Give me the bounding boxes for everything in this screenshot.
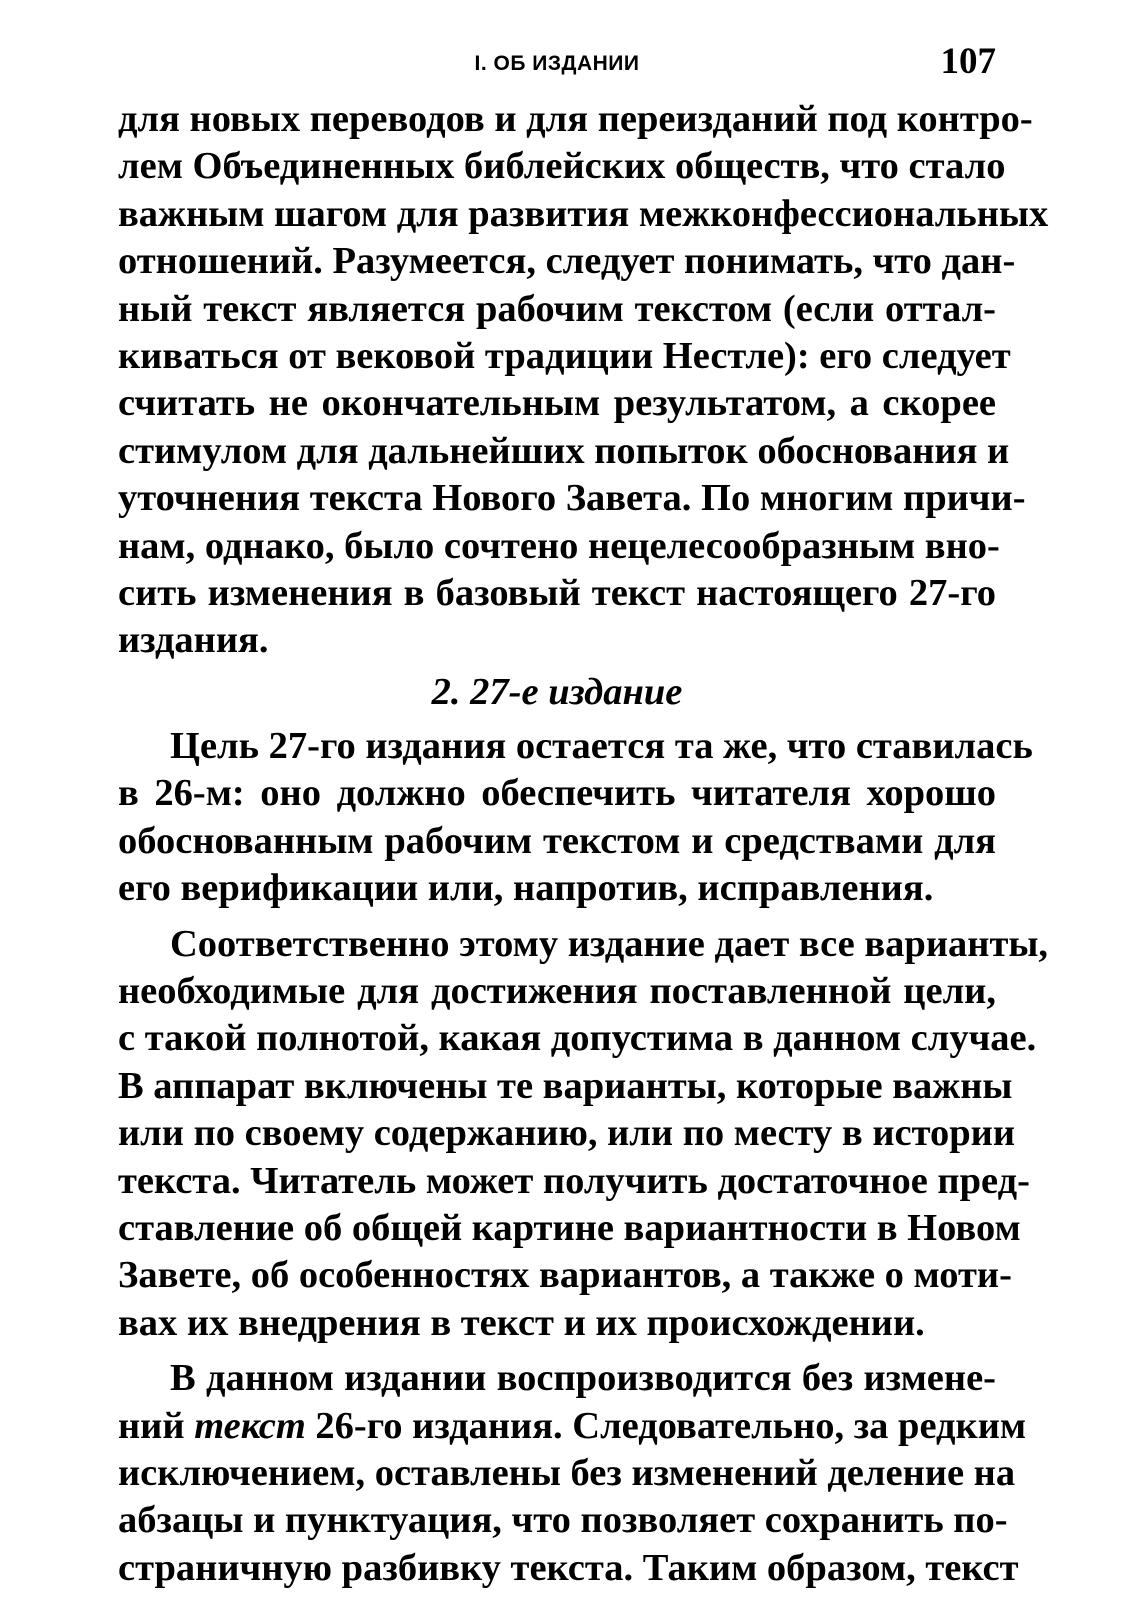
text-line: В данном издании воспроизводится без измене- — [170, 1357, 996, 1400]
text-line: стимулом для дальнейших попыток обоснования и — [118, 429, 1010, 472]
text-line: считать не окончательным результатом, а скорее — [118, 382, 996, 425]
text-line: уточнения текста Нового Завета. По многим причи- — [118, 477, 1026, 520]
text-line: страничную разбивку текста. Таким образом, текст — [118, 1546, 1019, 1589]
text-line: издания. — [118, 619, 269, 662]
text-line: Цель 27-го издания остается та же, что ставилась — [170, 724, 1033, 767]
text-line: абзацы и пунктуация, что позволяет сохранить по- — [118, 1499, 1008, 1542]
page-number: 107 — [940, 41, 996, 82]
paragraph-2 — [118, 723, 1033, 913]
text-line: важным шагом для развития межконфессиональных — [118, 192, 1049, 235]
text-line: обоснованным рабочим текстом и средствами для — [118, 819, 996, 862]
text-line: текста. Читатель может получить достаточное пред- — [118, 1159, 1030, 1202]
text-line-with-italic — [118, 1403, 1027, 1450]
book-page — [118, 40, 1049, 1592]
text-line: Соответственно этому издание дает все варианты, — [170, 922, 1049, 965]
paragraph-3 — [118, 921, 1049, 1348]
text-line: или по своему содержанию, или по месту в истории — [118, 1112, 1016, 1155]
running-header — [118, 40, 996, 96]
text-line: в 26-м: оно должно обеспечить читателя хорошо — [118, 772, 996, 815]
text-line: В аппарат включены те варианты, которые важны — [118, 1064, 1013, 1107]
text-line: исключением, оставлены без изменений деление на — [118, 1451, 1016, 1494]
paragraph-1 — [118, 96, 1049, 665]
section-heading: 2. 27-е издание — [431, 670, 683, 713]
paragraph-4 — [118, 1355, 1027, 1592]
italic-term: текст — [194, 1404, 306, 1447]
text-line: нам, однако, было сочтено нецелесообразным вно- — [118, 524, 1000, 567]
text-fragment: 26-го издания. Следовательно, за редким — [305, 1404, 1027, 1447]
text-fragment: ний — [118, 1404, 195, 1447]
text-line: Завете, об особенностях вариантов, а также о моти- — [118, 1254, 1012, 1297]
text-line: для новых переводов и для переизданий под контро- — [118, 98, 1033, 140]
text-line: вах их внедрения в текст и их происхождении. — [118, 1301, 925, 1344]
text-line: необходимые для достижения поставленной цели, — [118, 969, 996, 1012]
text-line: ный текст является рабочим текстом (если оттал- — [118, 287, 996, 330]
text-line: сить изменения в базовый текст настоящего 27-го — [118, 572, 996, 615]
running-title: I. ОБ ИЗДАНИИ — [474, 52, 640, 75]
text-line: лем Объединенных библейских обществ, что стало — [118, 145, 1006, 188]
text-line: с такой полнотой, какая допустима в данном случае. — [118, 1017, 1037, 1060]
text-line: отношений. Разумеется, следует понимать, что дан- — [118, 240, 1016, 283]
text-line: ставление об общей картине вариантности в Новом — [118, 1206, 1021, 1249]
text-line: киваться от вековой традиции Нестле): его следует — [118, 335, 1011, 378]
text-line: его верификации или, напротив, исправления. — [118, 867, 934, 910]
